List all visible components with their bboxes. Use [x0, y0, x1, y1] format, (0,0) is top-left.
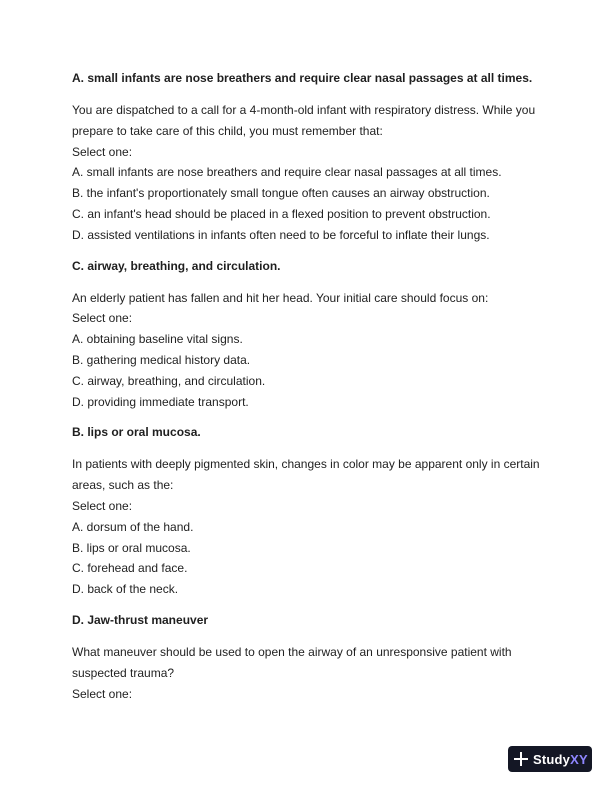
- question-text-line: You are dispatched to a call for a 4-month-old infant with respiratory distress. While you: [72, 103, 536, 117]
- option-item: B. the infant's proportionately small tongue often causes an airway obstruction.: [72, 186, 490, 201]
- option-list: [72, 517, 552, 600]
- question-text-line: prepare to take care of this child, you must remember that:: [72, 123, 383, 138]
- option-list: [72, 162, 552, 245]
- answer-heading: D. Jaw-thrust maneuver: [72, 612, 209, 627]
- document-page: [72, 68, 552, 704]
- brand-main: Study: [533, 751, 571, 767]
- option-item: A. obtaining baseline vital signs.: [72, 332, 243, 347]
- option-item: C. an infant's head should be placed in a flexed position to prevent obstruction.: [72, 206, 491, 221]
- option-item: A. dorsum of the hand.: [72, 519, 194, 534]
- question-text-line: An elderly patient has fallen and hit her head. Your initial care should focus on:: [72, 290, 489, 305]
- select-one-label: Select one:: [72, 144, 133, 159]
- option-item: D. assisted ventilations in infants often need to be forceful to inflate their lungs.: [72, 227, 490, 242]
- question-text-line: suspected trauma?: [72, 665, 175, 680]
- option-item: C. airway, breathing, and circulation.: [72, 373, 266, 388]
- question-block: [72, 68, 552, 246]
- option-item: B. gathering medical history data.: [72, 352, 251, 367]
- answer-heading: B. lips or oral mucosa.: [72, 425, 201, 440]
- question-text-line: What maneuver should be used to open the airway of an unresponsive patient with: [72, 644, 512, 659]
- brand-name: [533, 752, 588, 767]
- question-text-line: In patients with deeply pigmented skin, changes in color may be apparent only in certain: [72, 457, 540, 472]
- answer-heading: A. small infants are nose breathers and require clear nasal passages at all times.: [72, 71, 533, 85]
- studyxy-logo: [508, 746, 592, 772]
- answer-heading: C. airway, breathing, and circulation.: [72, 258, 281, 273]
- question-block: [72, 422, 552, 600]
- option-item: C. forehead and face.: [72, 561, 188, 576]
- select-one-label: Select one:: [72, 498, 133, 513]
- option-item: A. small infants are nose breathers and require clear nasal passages at all times.: [72, 165, 502, 180]
- select-one-label: Select one:: [72, 311, 133, 326]
- option-item: D. back of the neck.: [72, 582, 179, 597]
- option-item: B. lips or oral mucosa.: [72, 540, 191, 555]
- brand-accent: XY: [570, 751, 588, 767]
- plus-icon: [514, 752, 528, 766]
- question-block: [72, 610, 552, 704]
- question-block: [72, 256, 552, 413]
- option-item: D. providing immediate transport.: [72, 394, 249, 409]
- select-one-label: Select one:: [72, 686, 133, 701]
- question-text-line: areas, such as the:: [72, 478, 174, 493]
- option-list: [72, 329, 552, 412]
